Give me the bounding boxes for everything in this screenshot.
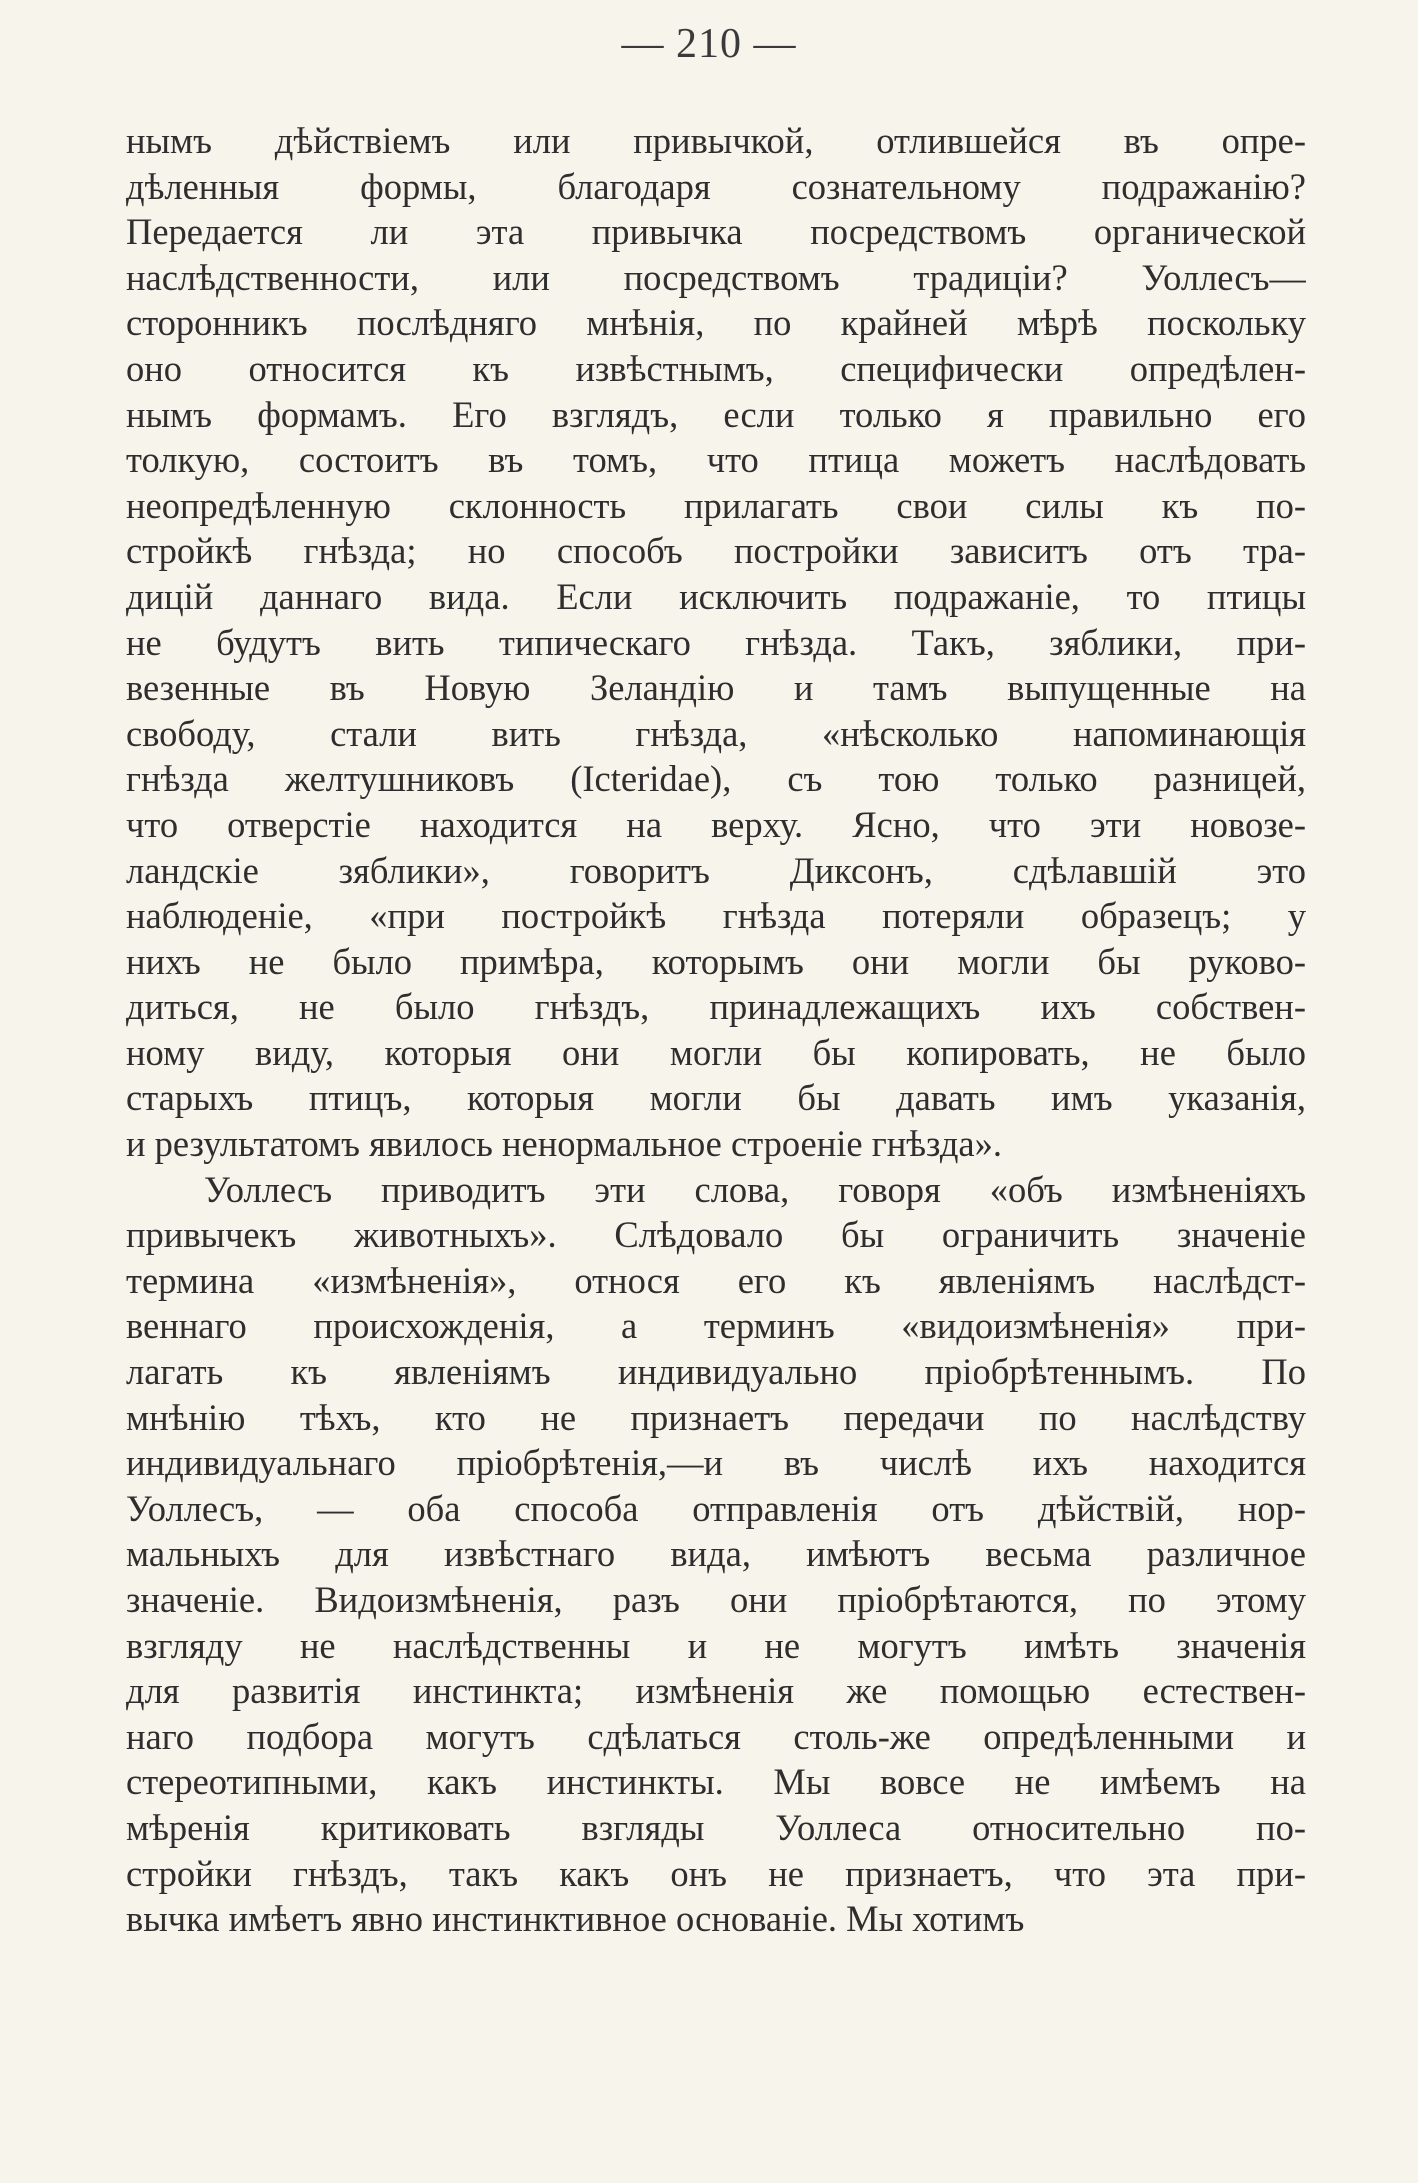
page-number: — 210 — [621,21,797,67]
body-text [126,118,1306,1942]
text-line: дицій даннаго вида. Если исключить подражаніе, то птицы [126,575,1306,617]
text-line: привычекъ животныхъ». Слѣдовало бы ограничить значеніе [126,1214,1306,1256]
text-line: оно относится къ извѣстнымъ, специфически опредѣлен- [126,347,1306,389]
text-line: стройки гнѣздъ, такъ какъ онъ не признаетъ, что эта при- [126,1852,1306,1894]
text-line: ландскіе зяблики», говоритъ Диксонъ, сдѣлавшій это [126,849,1306,891]
text-line: наго подбора могутъ сдѣлаться столь-же опредѣленными и [126,1715,1306,1757]
text-line: стереотипными, какъ инстинкты. Мы вовсе не имѣемъ на [126,1761,1306,1803]
text-line: мнѣнію тѣхъ, кто не признаетъ передачи по наслѣдству [126,1396,1306,1438]
text-line: Уоллесъ приводитъ эти слова, говоря «объ измѣненіяхъ [204,1168,1306,1210]
text-line: наслѣдственности, или посредствомъ традиціи? Уоллесъ— [126,256,1306,298]
text-line: везенные въ Новую Зеландію и тамъ выпущенные на [126,667,1306,709]
text-line: Передается ли эта привычка посредствомъ органической [126,211,1306,253]
text-line: стройкѣ гнѣзда; но способъ постройки зависитъ отъ тра- [126,530,1306,572]
text-line: толкую, состоитъ въ томъ, что птица можетъ наслѣдовать [126,439,1306,481]
text-line: Уоллесъ, — оба способа отправленія отъ дѣйствій, нор- [126,1487,1306,1529]
text-line: нымъ формамъ. Его взглядъ, если только я правильно его [126,393,1306,435]
text-line: сторонникъ послѣдняго мнѣнія, по крайней мѣрѣ поскольку [126,302,1306,344]
text-line: не будутъ вить типическаго гнѣзда. Такъ, зяблики, при- [126,621,1306,663]
text-line: свободу, стали вить гнѣзда, «нѣсколько напоминающія [126,712,1306,754]
text-line: нихъ не было примѣра, которымъ они могли бы руково- [126,940,1306,982]
text-line: значеніе. Видоизмѣненія, разъ они пріобрѣтаются, по этому [126,1579,1306,1620]
text-line: для развитія инстинкта; измѣненія же помощью естествен- [126,1670,1306,1712]
text-line: термина «измѣненія», относя его къ явленіямъ наслѣдст- [126,1259,1306,1301]
text-line: взгляду не наслѣдственны и не могутъ имѣть значенія [126,1624,1306,1666]
text-line: мальныхъ для извѣстнаго вида, имѣютъ весьма различное [126,1533,1306,1575]
text-line: наблюденіе, «при постройкѣ гнѣзда потеряли образецъ; у [126,895,1306,937]
text-line: ному виду, которыя они могли бы копировать, не было [126,1031,1306,1073]
text-line: мѣренія критиковать взгляды Уоллеса относительно по- [126,1806,1306,1848]
text-line: индивидуальнаго пріобрѣтенія,—и въ числѣ ихъ находится [126,1442,1306,1484]
text-line: дѣленныя формы, благодаря сознательному подражанію? [126,165,1306,207]
text-line: что отверстіе находится на верху. Ясно, что эти новозе- [126,803,1306,845]
text-line: гнѣзда желтушниковъ (Icteridae), съ тою только разницей, [126,758,1306,800]
paragraph-2 [126,1167,1306,1942]
text-line: лагать къ явленіямъ индивидуально пріобрѣтеннымъ. По [126,1351,1306,1393]
text-line: нымъ дѣйствіемъ или привычкой, отлившейся въ опре- [126,120,1306,161]
text-line: неопредѣленную склонность прилагать свои силы къ по- [126,484,1306,526]
text-line: веннаго происхожденія, а терминъ «видоизмѣненія» при- [126,1305,1306,1347]
text-line: старыхъ птицъ, которыя могли бы давать имъ указанія, [126,1077,1306,1119]
text-line: вычка имѣетъ явно инстинктивное основаніе. Мы хотимъ [126,1898,1025,1940]
text-line: и результатомъ явилось ненормальное строеніе гнѣзда». [126,1123,1002,1165]
text-line: диться, не было гнѣздъ, принадлежащихъ ихъ собствен- [126,986,1306,1028]
paragraph-1 [126,118,1306,1167]
